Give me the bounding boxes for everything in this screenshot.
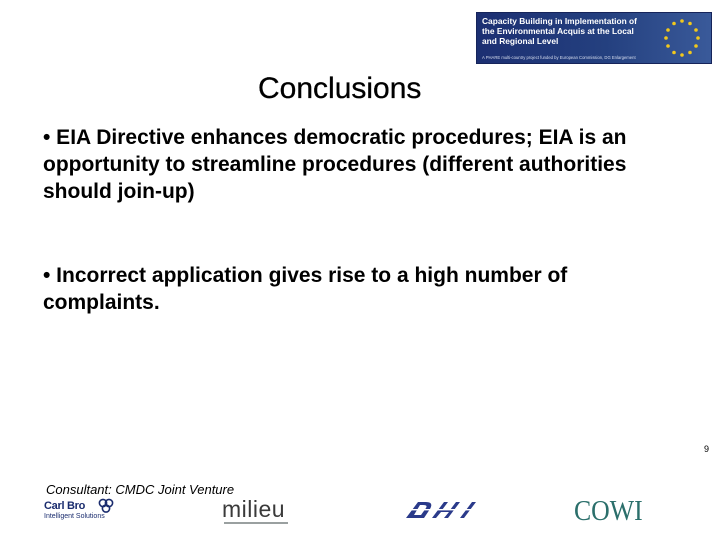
bullet-incorrect-application: • Incorrect application gives rise to a high number of complaints. (43, 264, 568, 314)
carl-bro-logo (44, 498, 116, 526)
banner-subtitle: A PHARE multi-country project funded by European Commission, DG Enlargement (482, 55, 636, 60)
project-banner (476, 12, 712, 64)
slide-title: Conclusions (258, 72, 422, 105)
banner-title: Capacity Building in Implementation of the Environmental Acquis at the Local and Regional Level (482, 16, 637, 46)
carl-bro-tagline: Intelligent Solutions (44, 513, 105, 520)
milieu-logo (222, 498, 292, 528)
carl-bro-name: Carl Bro (44, 500, 85, 512)
dhi-logo-icon (402, 498, 478, 522)
page-number: 9 (704, 444, 710, 454)
cowi-logo: COWI (574, 496, 643, 527)
bullet-eia-directive: • EIA Directive enhances democratic procedures; EIA is an opportunity to streamline procedures (different authorities should join-up) (43, 126, 627, 203)
eu-stars-icon (656, 15, 708, 61)
carl-bro-rings-icon (98, 498, 114, 514)
consultant-credit: Consultant: CMDC Joint Venture (46, 482, 235, 497)
milieu-wordmark: milieu (222, 496, 286, 522)
milieu-underline (224, 522, 288, 524)
